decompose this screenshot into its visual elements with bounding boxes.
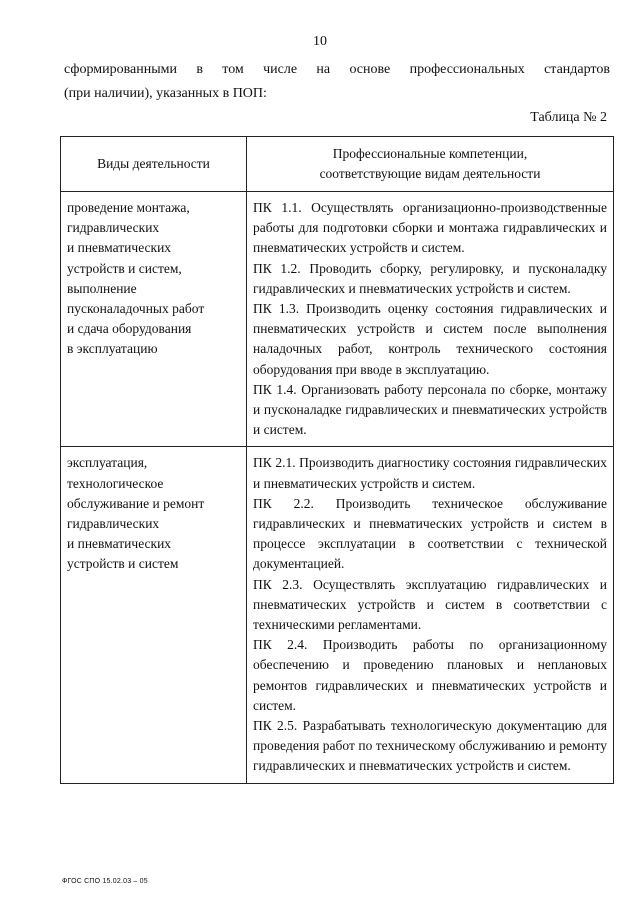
activity-line: гидравлических bbox=[67, 516, 160, 532]
activity-line: выполнение bbox=[67, 280, 137, 296]
competency-item: ПК 2.3. Осуществлять эксплуатацию гидравлических и пневматических устройств и систем в соответствии с техническими регламентами. bbox=[253, 576, 607, 633]
table-label: Таблица № 2 bbox=[530, 110, 607, 125]
activity-line: пусконаладочных работ bbox=[67, 301, 205, 317]
intro-word: том bbox=[222, 62, 244, 77]
table-row bbox=[61, 447, 614, 783]
activity-line: гидравлических bbox=[67, 220, 160, 236]
competency-item: ПК 1.4. Организовать работу персонала по сборке, монтажу и пусконаладке гидравлических и пневматических устройств и систем. bbox=[253, 381, 607, 438]
footer-standard-code: ФГОС СПО 15.02.03 – 05 bbox=[62, 878, 148, 885]
table-row bbox=[61, 192, 614, 447]
competency-item: ПК 1.1. Осуществлять организационно-производственные работы для подготовки сборки и монтажа гидравлических и пневматических устройств и систем. bbox=[253, 200, 607, 256]
activity-line: в эксплуатацию bbox=[67, 341, 158, 357]
header-competencies-line-2: соответствующие видам деятельности bbox=[319, 166, 541, 181]
competencies-cell bbox=[247, 192, 614, 447]
activity-cell bbox=[61, 192, 247, 447]
activity-line: и пневматических bbox=[67, 536, 172, 552]
competency-item: ПК 1.2. Проводить сборку, регулировку, и пусконаладку гидравлических и пневматических устройств и систем. bbox=[253, 260, 607, 296]
activity-cell bbox=[61, 447, 247, 783]
activity-line: проведение монтажа, bbox=[67, 200, 190, 215]
header-competencies-line-1: Профессиональные компетенции, bbox=[332, 146, 528, 161]
competency-item: ПК 2.4. Производить работы по организационному обеспечению и проведению плановых и неплановых ремонтов гидравлических и пневматических устройств и систем. bbox=[253, 637, 607, 713]
table-header-row bbox=[61, 137, 614, 192]
competency-item: ПК 2.2. Производить техническое обслуживание гидравлических и пневматических устройств и систем в процессе эксплуатации в соответствии с технической документацией. bbox=[253, 495, 607, 572]
competency-item: ПК 2.5. Разрабатывать технологическую документацию для проведения работ по техническому обслуживанию и ремонту гидравлических и пневматических устройств и систем. bbox=[253, 718, 607, 774]
intro-paragraph bbox=[64, 58, 610, 106]
intro-word: числе bbox=[263, 62, 298, 77]
header-activities: Виды деятельности bbox=[61, 137, 247, 192]
intro-word: на bbox=[316, 62, 331, 77]
intro-word: в bbox=[196, 62, 203, 77]
intro-line-1 bbox=[64, 58, 610, 82]
header-competencies bbox=[247, 137, 614, 192]
activity-line: эксплуатация, bbox=[67, 455, 148, 471]
activity-line: и сдача оборудования bbox=[67, 321, 192, 337]
intro-word: сформированными bbox=[64, 62, 177, 77]
competencies-cell bbox=[247, 447, 614, 783]
competencies-table bbox=[60, 136, 614, 784]
competency-item: ПК 2.1. Производить диагностику состояния гидравлических и пневматических устройств и систем. bbox=[253, 455, 607, 491]
competency-item: ПК 1.3. Производить оценку состояния гидравлических и пневматических устройств и систем после выполнения наладочных работ, контроль технического состояния оборудования при вводе в эксплуатацию. bbox=[253, 301, 607, 377]
intro-word: профессиональных bbox=[409, 62, 525, 77]
intro-word: основе bbox=[349, 62, 391, 77]
activity-line: и пневматических bbox=[67, 240, 172, 256]
intro-line-2: (при наличии), указанных в ПОП: bbox=[64, 86, 267, 101]
activity-line: обслуживание и ремонт bbox=[67, 495, 205, 511]
activity-line: технологическое bbox=[67, 475, 164, 491]
activity-line: устройств и систем bbox=[67, 556, 179, 572]
activity-line: устройств и систем, bbox=[67, 260, 182, 276]
page-number: 10 bbox=[313, 34, 327, 49]
intro-word: стандартов bbox=[544, 62, 610, 77]
